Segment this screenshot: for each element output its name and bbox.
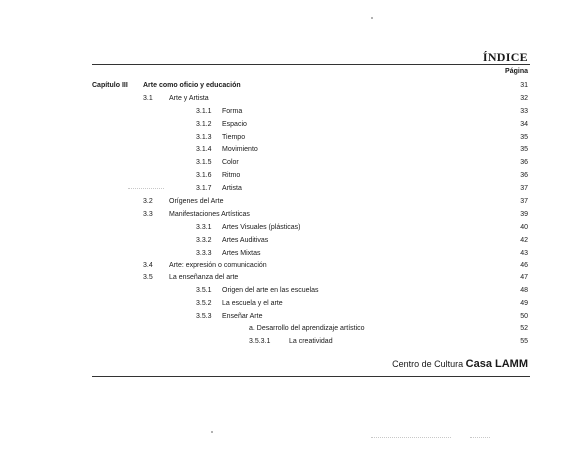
header-rule [92, 64, 530, 65]
toc-entry-page: 40 [520, 224, 528, 231]
toc-entry-number: 3.1.5 [196, 159, 212, 166]
toc-entry [0, 298, 583, 310]
toc-entry-page: 36 [520, 172, 528, 179]
toc-entry [0, 248, 583, 260]
page-column-header: Página [505, 68, 528, 75]
toc-entry-number: 3.5.3 [196, 313, 212, 320]
scan-mark [470, 437, 490, 438]
toc-entry-title: Orígenes del Arte [169, 198, 224, 205]
chapter-page: 31 [520, 82, 528, 89]
toc-entry-page: 35 [520, 134, 528, 141]
index-title: ÍNDICE [482, 50, 528, 64]
toc-entry-title: La escuela y el arte [222, 300, 283, 307]
toc-entry-page: 52 [520, 325, 528, 332]
toc-entry [0, 119, 583, 131]
toc-entry [0, 272, 583, 284]
toc-entry-title: Artes Visuales (plásticas) [222, 224, 301, 231]
toc-entry-page: 34 [520, 121, 528, 128]
toc-entry-number: 3.3.1 [196, 224, 212, 231]
scan-mark [371, 437, 451, 438]
toc-entry-title: Color [222, 159, 239, 166]
toc-entry-page: 33 [520, 108, 528, 115]
toc-entry [0, 183, 583, 195]
toc-entry-title: Manifestaciones Artísticas [169, 211, 250, 218]
toc-entry-number: 3.1 [143, 95, 153, 102]
scan-speck [371, 17, 373, 19]
toc-entry-number: 3.5.1 [196, 287, 212, 294]
chapter-row [0, 80, 583, 92]
footer-brand: Casa LAMM [465, 358, 528, 370]
chapter-label: Capítulo III [92, 82, 128, 89]
toc-entry-number: 3.1.6 [196, 172, 212, 179]
toc-entry [0, 196, 583, 208]
toc-entry-title: Origen del arte en las escuelas [222, 287, 319, 294]
toc-entry-page: 35 [520, 146, 528, 153]
toc-entry [0, 132, 583, 144]
toc-entry-number: 3.1.2 [196, 121, 212, 128]
toc-entry-page: 55 [520, 338, 528, 345]
toc-entry-title: Ritmo [222, 172, 241, 179]
toc-entry-number: 3.3.3 [196, 250, 212, 257]
toc-entry [0, 336, 583, 348]
toc-entry-page: 46 [520, 262, 528, 269]
toc-entry-title: Forma [222, 108, 243, 115]
toc-entry-number: 3.5.2 [196, 300, 212, 307]
toc-entry [0, 157, 583, 169]
toc-entry-page: 48 [520, 287, 528, 294]
toc-entry [0, 235, 583, 247]
chapter-title: Arte como oficio y educación [143, 82, 241, 89]
toc-entry-title: Arte: expresión o comunicación [169, 262, 267, 269]
toc-entry-title: Enseñar Arte [222, 313, 263, 320]
toc-entry-page: 47 [520, 274, 528, 281]
toc-entry [0, 323, 583, 335]
toc-entry-title: Arte y Artista [169, 95, 209, 102]
footer-prefix: Centro de Cultura [392, 359, 464, 369]
toc-entry-title: Artes Mixtas [222, 250, 261, 257]
toc-entry-page: 49 [520, 300, 528, 307]
toc-entry-number: 3.5 [143, 274, 153, 281]
toc-entry [0, 144, 583, 156]
toc-entry-number: 3.4 [143, 262, 153, 269]
toc-entry-number: 3.3.2 [196, 237, 212, 244]
toc-entry-number: 3.1.1 [196, 108, 212, 115]
toc-entry [0, 285, 583, 297]
toc-entry [0, 106, 583, 118]
toc-entry [0, 311, 583, 323]
toc-entry [0, 260, 583, 272]
toc-entry [0, 170, 583, 182]
toc-entry-page: 42 [520, 237, 528, 244]
toc-entry-number: 3.2 [143, 198, 153, 205]
toc-entry-page: 50 [520, 313, 528, 320]
toc-entry-title: Artes Auditivas [222, 237, 269, 244]
toc-entry-number: 3.1.4 [196, 146, 212, 153]
scan-mark [128, 188, 164, 189]
toc-entry-title: Tiempo [222, 134, 246, 141]
toc-entry-number: 3.3 [143, 211, 153, 218]
toc-entry-title: La enseñanza del arte [169, 274, 239, 281]
toc-entry-page: 39 [520, 211, 528, 218]
toc-entry-title: Espacio [222, 121, 247, 128]
toc-entry-page: 43 [520, 250, 528, 257]
footer [392, 358, 528, 370]
toc-entry-number: 3.5.3.1 [249, 338, 271, 345]
toc-entry-page: 32 [520, 95, 528, 102]
toc-entry [0, 222, 583, 234]
toc-entry-title: Artista [222, 185, 242, 192]
toc-entry-page: 37 [520, 185, 528, 192]
toc-entry-title: a. Desarrollo del aprendizaje artístico [249, 325, 365, 332]
scan-speck [211, 431, 213, 433]
toc-entry [0, 209, 583, 221]
toc-entry-page: 36 [520, 159, 528, 166]
toc-entry-page: 37 [520, 198, 528, 205]
toc-entry-title: Movimiento [222, 146, 258, 153]
toc-entry [0, 93, 583, 105]
footer-rule [92, 376, 530, 377]
toc-entry-number: 3.1.3 [196, 134, 212, 141]
toc-entry-number: 3.1.7 [196, 185, 212, 192]
toc-entry-title: La creatividad [289, 338, 333, 345]
